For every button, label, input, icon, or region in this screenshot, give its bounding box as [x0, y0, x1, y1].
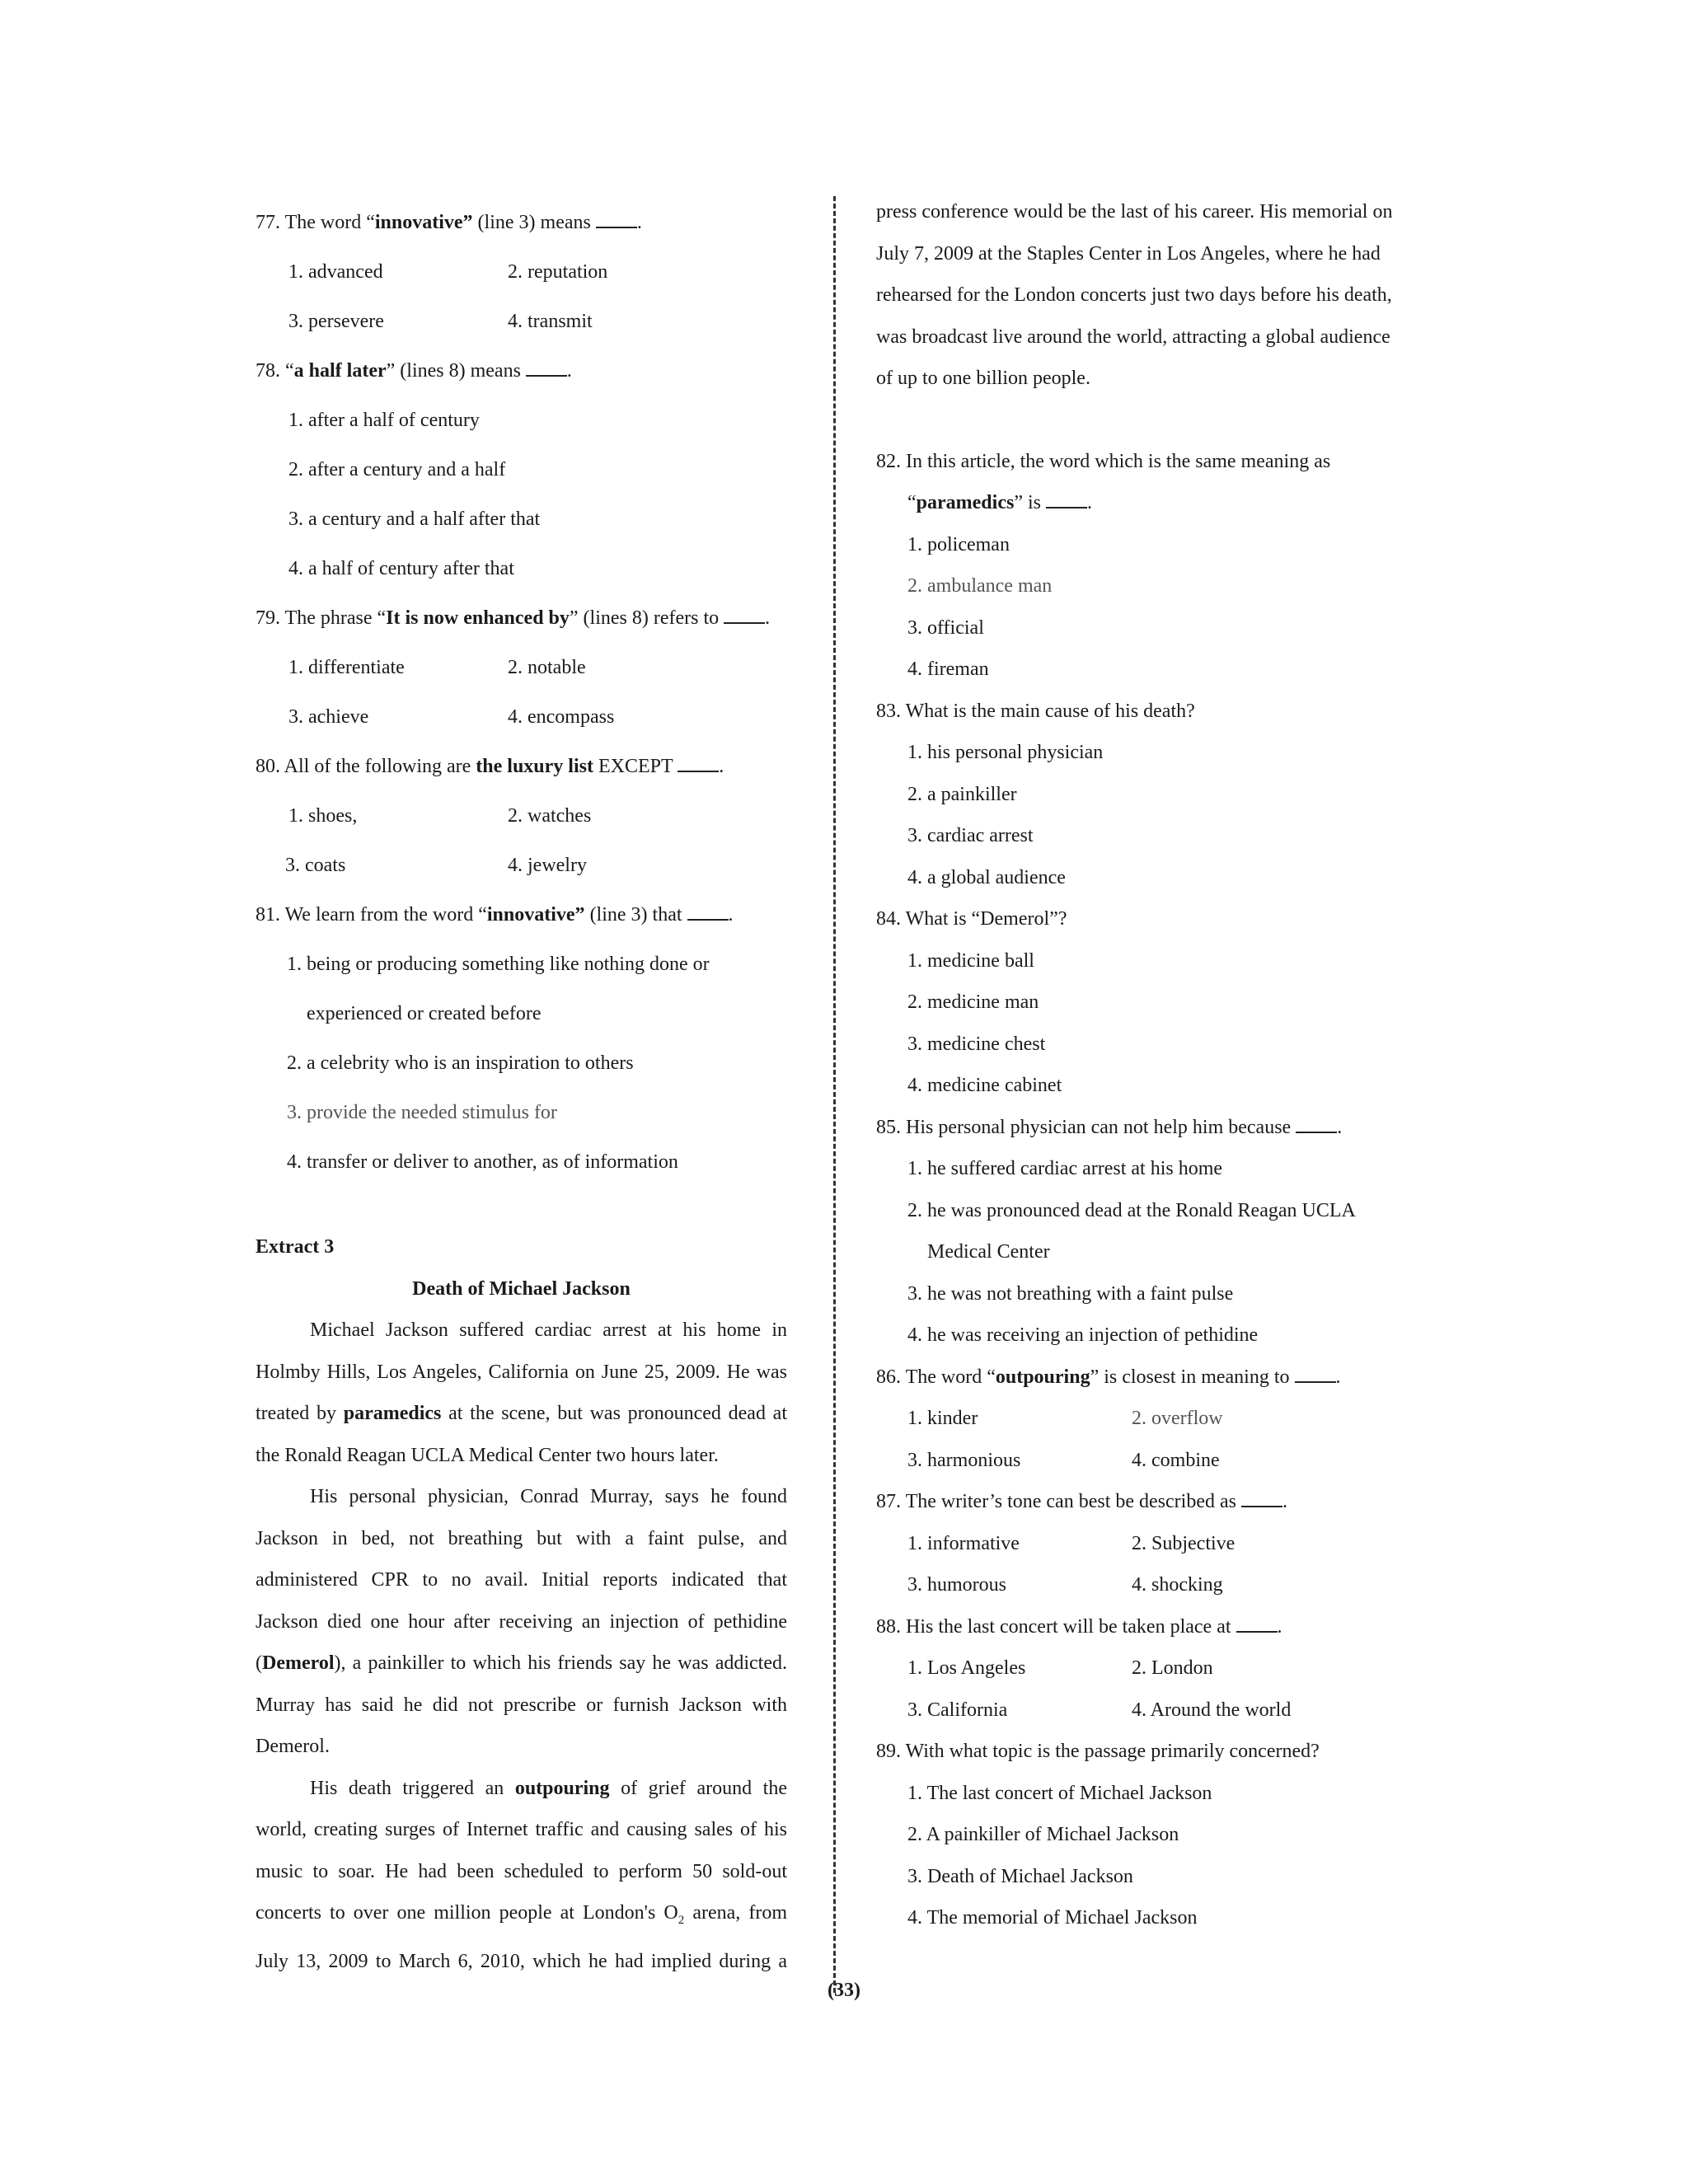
answer-blank	[596, 211, 637, 228]
passage-line: His personal physician, Conrad Murray, says he found	[310, 1486, 787, 1507]
options-row	[256, 643, 791, 692]
option: 2. medicine man	[907, 991, 1039, 1013]
option: 2. a painkiller	[907, 783, 1017, 805]
option: 3. California	[907, 1699, 1008, 1721]
answer-blank	[678, 755, 719, 772]
question-85: 85. His personal physician can not help him because .	[876, 1116, 1343, 1138]
passage-line: music to soar. He had been scheduled to perform 50 sold-out	[256, 1860, 787, 1882]
options-row	[876, 1523, 1428, 1565]
option: 4. combine	[1132, 1449, 1220, 1471]
option: 1. policeman	[907, 533, 1010, 555]
passage-line: Demerol.	[256, 1736, 330, 1757]
passage-line: press conference would be the last of his career. His memorial on	[876, 201, 1393, 223]
passage-line: concerts to over one million people at London's $O_2$ arena, from	[256, 1902, 787, 1927]
passage-line: His death triggered an outpouring of grief around the	[310, 1777, 787, 1799]
option: 3. a century and a half after that	[288, 509, 541, 530]
answer-blank	[724, 607, 765, 624]
option: 4. a half of century after that	[288, 558, 514, 579]
option: 1. after a half of century	[288, 410, 480, 431]
passage-line: Holmby Hills, Los Angeles, California on June 25, 2009. He was	[256, 1361, 787, 1383]
option-continuation: experienced or created before	[307, 1003, 542, 1024]
option: 3. achieve	[288, 706, 369, 728]
option: 4. medicine cabinet	[907, 1075, 1062, 1096]
options-row	[256, 791, 791, 841]
option: 3. medicine chest	[907, 1033, 1046, 1055]
passage-line: Jackson died one hour after receiving an injection of pethidine	[256, 1610, 787, 1633]
passage-title: Death of Michael Jackson	[412, 1277, 631, 1300]
options-row	[876, 1564, 1428, 1606]
option: 1. The last concert of Michael Jackson	[907, 1782, 1212, 1804]
right-column	[876, 191, 1428, 1939]
option: 4. fireman	[907, 658, 989, 680]
option: 3. coats	[285, 855, 346, 876]
answer-blank	[526, 359, 567, 377]
option: 1. kinder	[907, 1408, 978, 1429]
answer-blank	[1046, 491, 1087, 509]
question-79: 79. The phrase “It is now enhanced by” (lines 8) refers to .	[256, 607, 771, 629]
left-column	[256, 198, 791, 1983]
option: 3. official	[907, 616, 984, 639]
passage-line: of up to one billion people.	[876, 368, 1090, 389]
option: 1. being or producing something like nothing done or	[287, 954, 710, 975]
answer-blank	[687, 903, 729, 921]
passage-line: rehearsed for the London concerts just two days before his death,	[876, 284, 1392, 306]
option: 2. Subjective	[1132, 1532, 1236, 1554]
option: 3. provide the needed stimulus for	[287, 1102, 557, 1123]
options-row	[256, 297, 791, 346]
options-row	[256, 841, 791, 890]
passage-line: treated by paramedics at the scene, but was pronounced dead at	[256, 1403, 787, 1424]
option: 3. cardiac arrest	[907, 825, 1034, 846]
option: 2. notable	[508, 657, 586, 678]
option: 1. differentiate	[288, 657, 405, 678]
option: 4. transfer or deliver to another, as of information	[287, 1151, 678, 1173]
options-row	[876, 1690, 1428, 1732]
option: 4. he was receiving an injection of pethidine	[907, 1324, 1259, 1346]
option-continuation: Medical Center	[927, 1241, 1050, 1263]
option: 2. after a century and a half	[288, 459, 506, 480]
question-81: 81. We learn from the word “innovative” (line 3) that .	[256, 904, 734, 926]
options-row	[256, 692, 791, 742]
option: 1. informative	[907, 1532, 1020, 1554]
options-row	[876, 1398, 1428, 1440]
option: 2. a celebrity who is an inspiration to others	[287, 1052, 634, 1074]
option: 3. harmonious	[907, 1449, 1021, 1471]
option: 4. Around the world	[1132, 1699, 1292, 1721]
passage-line: administered CPR to no avail. Initial reports indicated that	[256, 1569, 787, 1591]
option: 1. shoes,	[288, 805, 358, 827]
question-84: 84. What is “Demerol”?	[876, 908, 1067, 930]
option: 3. he was not breathing with a faint pulse	[907, 1282, 1234, 1305]
option: 3. Death of Michael Jackson	[907, 1865, 1133, 1887]
passage-line: was broadcast live around the world, attracting a global audience	[876, 326, 1390, 348]
option: 1. he suffered cardiac arrest at his home	[907, 1158, 1223, 1179]
option: 2. watches	[508, 805, 592, 827]
question-78: 78. “a half later” (lines 8) means .	[256, 360, 572, 382]
passage-line: July 7, 2009 at the Staples Center in Los Angeles, where he had	[876, 242, 1381, 265]
option: 3. persevere	[288, 311, 384, 332]
question-80: 80. All of the following are the luxury list EXCEPT .	[256, 756, 724, 777]
option: 4. encompass	[508, 706, 615, 728]
question-83: 83. What is the main cause of his death?	[876, 700, 1195, 722]
question-86: 86. The word “outpouring” is closest in meaning to .	[876, 1366, 1341, 1388]
option: 1. advanced	[288, 261, 383, 283]
spacer	[876, 400, 1428, 441]
option: 4. jewelry	[508, 855, 587, 876]
option: 2. overflow	[1132, 1408, 1223, 1429]
question-88: 88. His the last concert will be taken place at .	[876, 1615, 1282, 1638]
spacer	[256, 1187, 791, 1226]
question-87: 87. The writer’s tone can best be described as .	[876, 1491, 1287, 1512]
option: 1. Los Angeles	[907, 1657, 1026, 1679]
passage-line: world, creating surges of Internet traffic and causing sales of his	[256, 1819, 787, 1840]
answer-blank	[1236, 1615, 1278, 1632]
page-number: (33)	[828, 1980, 860, 2001]
passage-line: Michael Jackson suffered cardiac arrest at his home in	[310, 1319, 787, 1341]
passage-line: Murray has said he did not prescribe or furnish Jackson with	[256, 1694, 787, 1716]
column-divider	[833, 196, 836, 1993]
question-89: 89. With what topic is the passage primarily concerned?	[876, 1741, 1320, 1762]
extract-label: Extract 3	[256, 1236, 335, 1258]
question-82-cont: “paramedics” is .	[907, 492, 1092, 513]
passage-line: Jackson in bed, not breathing but with a faint pulse, and	[256, 1527, 787, 1549]
question-82: 82. In this article, the word which is the same meaning as	[876, 450, 1331, 472]
passage-line: the Ronald Reagan UCLA Medical Center two hours later.	[256, 1444, 719, 1466]
options-row	[876, 1440, 1428, 1482]
option: 4. The memorial of Michael Jackson	[907, 1907, 1198, 1929]
options-row	[876, 1647, 1428, 1690]
passage-line: July 13, 2009 to March 6, 2010, which he had implied during a	[256, 1951, 787, 1973]
option: 3. humorous	[907, 1574, 1006, 1596]
option: 4. a global audience	[907, 866, 1066, 888]
option: 4. shocking	[1132, 1574, 1223, 1596]
answer-blank	[1295, 1365, 1336, 1382]
option: 2. ambulance man	[907, 575, 1053, 597]
answer-blank	[1241, 1490, 1282, 1507]
option: 4. transmit	[508, 311, 593, 332]
option: 2. A painkiller of Michael Jackson	[907, 1824, 1179, 1845]
option: 2. reputation	[508, 261, 608, 283]
options-row	[256, 247, 791, 297]
option: 2. London	[1132, 1657, 1213, 1679]
option: 1. medicine ball	[907, 949, 1034, 972]
question-77: 77. The word “innovative” (line 3) means .	[256, 212, 642, 233]
answer-blank	[1296, 1115, 1337, 1132]
option: 1. his personal physician	[907, 742, 1104, 763]
passage-line: (Demerol), a painkiller to which his friends say he was addicted.	[256, 1652, 787, 1674]
option: 2. he was pronounced dead at the Ronald Reagan UCLA	[907, 1199, 1356, 1221]
